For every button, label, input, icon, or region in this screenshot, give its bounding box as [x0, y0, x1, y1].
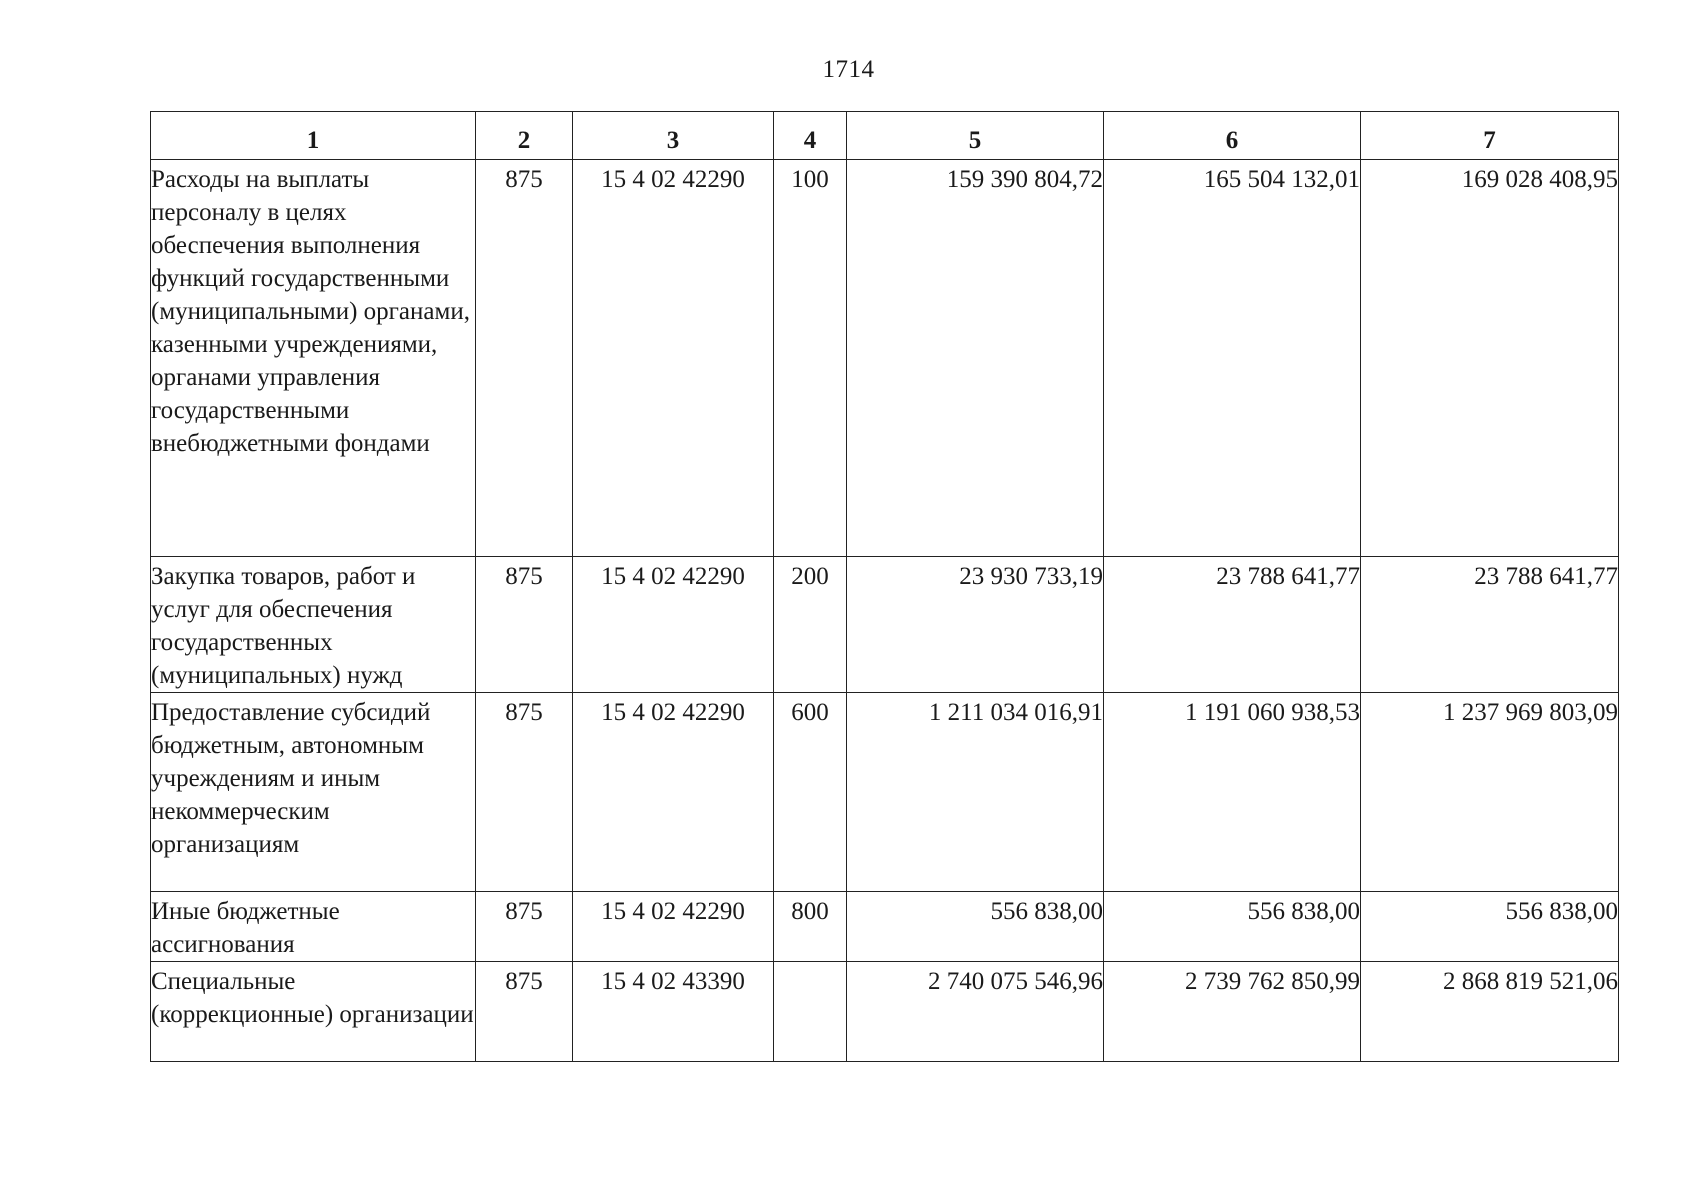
target-article-cell: 15 4 02 43390: [573, 962, 774, 1062]
amount-cell: 556 838,00: [1361, 892, 1619, 962]
column-header: 4: [774, 112, 847, 160]
row-name-cell: Предоставление субсидий бюджетным, автономным учреждениям и иным некоммерческим организациям: [151, 693, 476, 892]
row-name-cell: Специальные (коррекционные) организации: [151, 962, 476, 1062]
column-header: 2: [476, 112, 573, 160]
admin-code-cell: 875: [476, 557, 573, 693]
target-article-cell: 15 4 02 42290: [573, 693, 774, 892]
row-name-cell: Иные бюджетные ассигнования: [151, 892, 476, 962]
amount-cell: 1 237 969 803,09: [1361, 693, 1619, 892]
column-header: 7: [1361, 112, 1619, 160]
amount-cell: 2 739 762 850,99: [1104, 962, 1361, 1062]
admin-code-cell: 875: [476, 892, 573, 962]
table-row: [151, 693, 1619, 892]
amount-cell: 556 838,00: [847, 892, 1104, 962]
column-header: 5: [847, 112, 1104, 160]
amount-cell: 23 788 641,77: [1361, 557, 1619, 693]
table-row: [151, 962, 1619, 1062]
column-header: 6: [1104, 112, 1361, 160]
expense-type-cell: 200: [774, 557, 847, 693]
column-header: 3: [573, 112, 774, 160]
amount-cell: 1 191 060 938,53: [1104, 693, 1361, 892]
expense-type-cell: [774, 962, 847, 1062]
table-row: [151, 557, 1619, 693]
amount-cell: 23 788 641,77: [1104, 557, 1361, 693]
amount-cell: 165 504 132,01: [1104, 160, 1361, 557]
amount-cell: 1 211 034 016,91: [847, 693, 1104, 892]
table-header-row: [151, 112, 1619, 160]
amount-cell: 2 740 075 546,96: [847, 962, 1104, 1062]
amount-cell: 2 868 819 521,06: [1361, 962, 1619, 1062]
target-article-cell: 15 4 02 42290: [573, 160, 774, 557]
budget-table: [150, 111, 1619, 1062]
target-article-cell: 15 4 02 42290: [573, 892, 774, 962]
table-row: [151, 892, 1619, 962]
target-article-cell: 15 4 02 42290: [573, 557, 774, 693]
admin-code-cell: 875: [476, 962, 573, 1062]
table-row: [151, 160, 1619, 557]
expense-type-cell: 600: [774, 693, 847, 892]
amount-cell: 169 028 408,95: [1361, 160, 1619, 557]
amount-cell: 23 930 733,19: [847, 557, 1104, 693]
expense-type-cell: 100: [774, 160, 847, 557]
expense-type-cell: 800: [774, 892, 847, 962]
admin-code-cell: 875: [476, 160, 573, 557]
column-header: 1: [151, 112, 476, 160]
page-number: 1714: [822, 56, 875, 83]
amount-cell: 556 838,00: [1104, 892, 1361, 962]
amount-cell: 159 390 804,72: [847, 160, 1104, 557]
admin-code-cell: 875: [476, 693, 573, 892]
row-name-cell: Закупка товаров, работ и услуг для обеспечения государственных (муниципальных) нужд: [151, 557, 476, 693]
row-name-cell: Расходы на выплаты персоналу в целях обеспечения выполнения функций государственными (муниципальными) органами, казенными учреждениями, органами управления государственными внебюджетными фондами: [151, 160, 476, 557]
